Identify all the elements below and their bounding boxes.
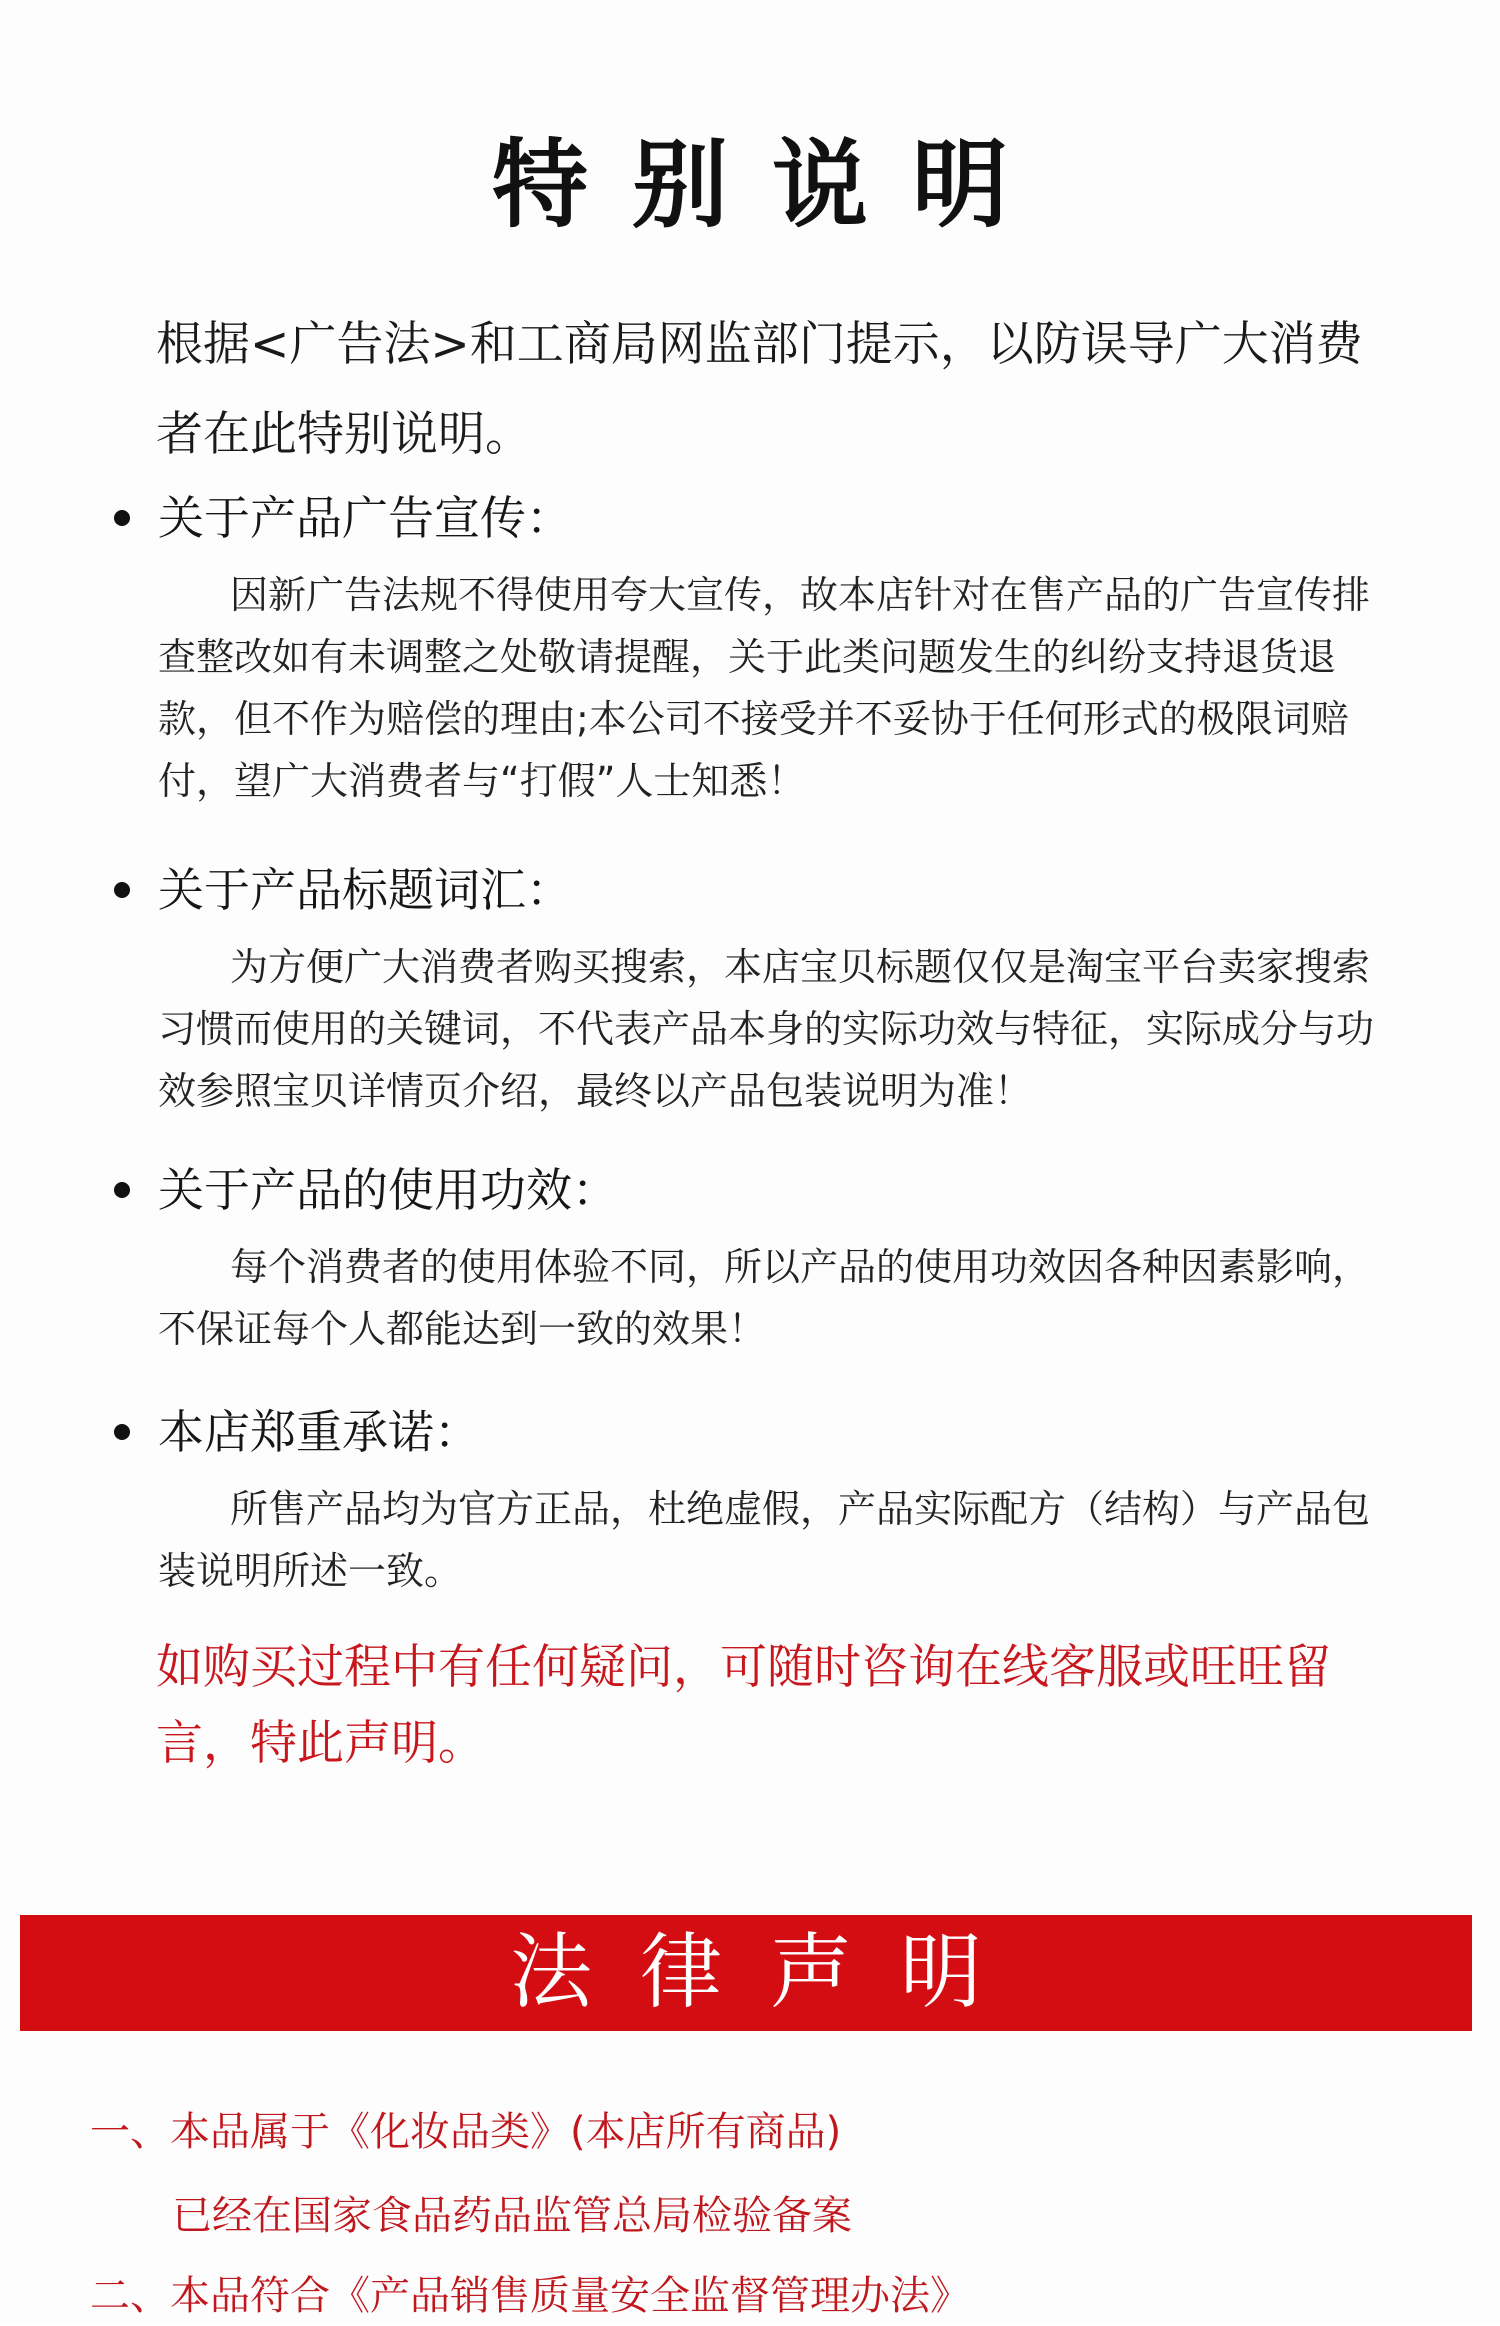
section-heading-label: 关于产品的使用功效： xyxy=(158,1163,618,1217)
section-body: 为方便广大消费者购买搜索，本店宝贝标题仅仅是淘宝平台卖家搜索习惯而使用的关键词，不代表产品本身的实际功效与特征，实际成分与功效参照宝贝详情页介绍，最终以产品包装说明为准！ xyxy=(158,945,1375,1113)
bullet-icon xyxy=(114,882,130,898)
legal-banner: 法律声明 xyxy=(20,1915,1472,2031)
legal-item-2: 二、本品符合《产品销售质量安全监督管理办法》 xyxy=(90,2273,970,2319)
section-title-keywords xyxy=(104,858,1414,1122)
section-body: 因新广告法规不得使用夸大宣传，故本店针对在售产品的广告宣传排查整改如有未调整之处敬请提醒，关于此类问题发生的纠纷支持退货退款，但不作为赔偿的理由;本公司不接受并不妥协于任何形式的极限词赔付，望广大消费者与“打假”人士知悉！ xyxy=(158,573,1371,803)
section-heading-label: 关于产品广告宣传： xyxy=(158,491,572,545)
bullet-icon xyxy=(114,510,130,526)
section-efficacy xyxy=(104,1158,1414,1360)
legal-item-1-detail: 已经在国家食品药品监管总局检验备案 xyxy=(172,2193,852,2239)
section-heading xyxy=(104,1158,1414,1222)
intro-paragraph: 根据<广告法>和工商局网监部门提示，以防误导广大消费者在此特别说明。 xyxy=(156,317,1363,462)
section-promise xyxy=(104,1400,1414,1602)
section-heading-label: 本店郑重承诺： xyxy=(158,1405,480,1459)
bullet-icon xyxy=(114,1424,130,1440)
bullet-icon xyxy=(114,1182,130,1198)
section-body: 所售产品均为官方正品，杜绝虚假，产品实际配方（结构）与产品包装说明所述一致。 xyxy=(158,1487,1371,1593)
section-heading xyxy=(104,858,1414,922)
section-heading-label: 关于产品标题词汇： xyxy=(158,863,572,917)
legal-item-1: 一、本品属于《化妆品类》(本店所有商品) xyxy=(90,2109,842,2155)
section-heading xyxy=(104,1400,1414,1464)
section-body: 每个消费者的使用体验不同，所以产品的使用功效因各种因素影响，不保证每个人都能达到一致的效果！ xyxy=(158,1245,1371,1351)
page-title: 特别说明 xyxy=(492,129,1052,241)
section-advertising xyxy=(104,486,1414,812)
section-heading xyxy=(104,486,1414,550)
contact-notice: 如购买过程中有任何疑问，可随时咨询在线客服或旺旺留言，特此声明。 xyxy=(156,1640,1331,1771)
